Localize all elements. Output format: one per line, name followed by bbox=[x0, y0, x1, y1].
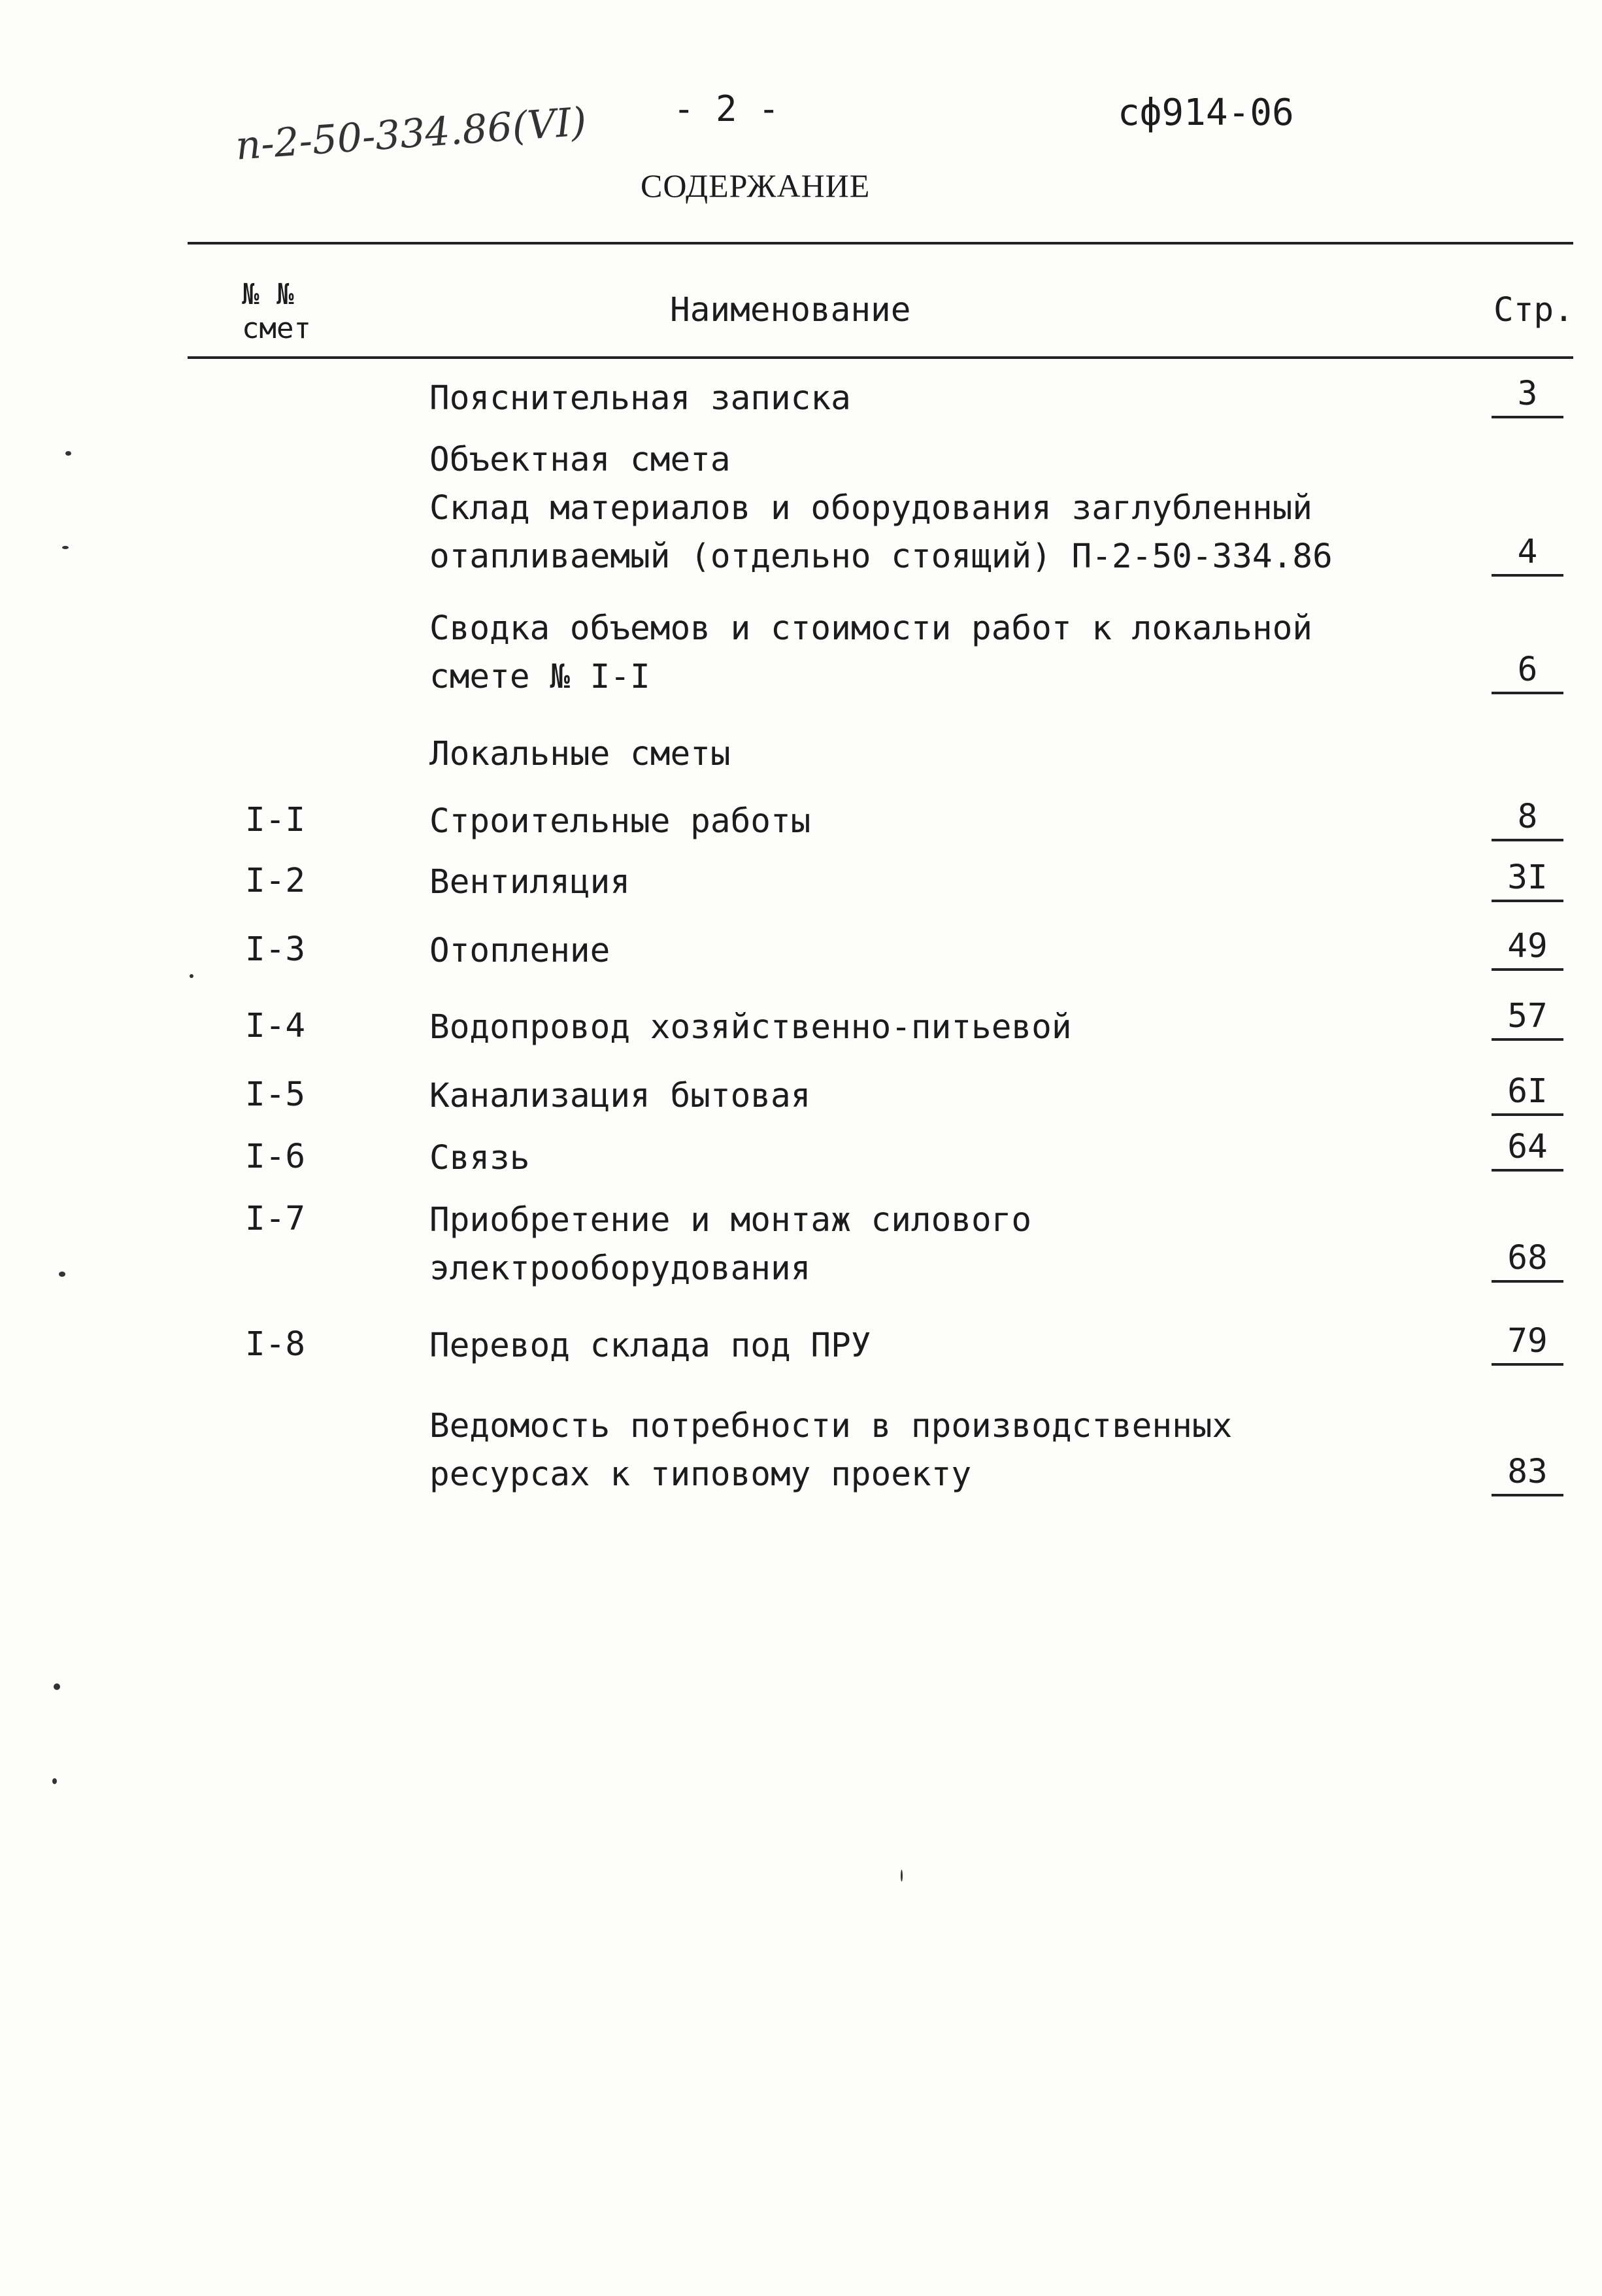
handwritten-reference: п-2-50-334.86(VI) bbox=[234, 99, 588, 169]
entry-10-number: I-7 bbox=[245, 1200, 306, 1238]
entry-5-name: Вентиляция bbox=[429, 863, 631, 902]
scan-speck bbox=[54, 1683, 60, 1690]
entry-8-number: I-5 bbox=[245, 1075, 306, 1114]
entry-6-page: 49 bbox=[1492, 927, 1563, 971]
entry-4-number: I-I bbox=[245, 801, 306, 839]
table-header-rule bbox=[188, 356, 1573, 359]
entry-9-page: 64 bbox=[1492, 1128, 1563, 1172]
entry-2-page: 6 bbox=[1492, 650, 1563, 694]
entry-12-page: 83 bbox=[1492, 1453, 1563, 1496]
entry-9-name: Связь bbox=[429, 1139, 530, 1177]
entry-1-page: 4 bbox=[1492, 533, 1563, 577]
entry-8-name: Канализация бытовая bbox=[429, 1077, 811, 1115]
entry-5-page: 3I bbox=[1492, 858, 1563, 902]
column-header-page: Стр. bbox=[1494, 291, 1574, 329]
entry-11-page: 79 bbox=[1492, 1322, 1563, 1366]
entry-2-name: Сводка объемов и стоимости работ к локальной смете № I-I bbox=[429, 609, 1313, 696]
entry-3-name: Локальные сметы bbox=[429, 735, 731, 773]
scan-speck bbox=[65, 451, 71, 456]
page-title: СОДЕРЖАНИЕ bbox=[641, 167, 871, 204]
entry-4-name: Строительные работы bbox=[429, 802, 811, 841]
table-top-rule bbox=[188, 242, 1573, 245]
scan-speck bbox=[190, 974, 193, 978]
entry-5-number: I-2 bbox=[245, 862, 306, 900]
entry-11-name: Перевод склада под ПРУ bbox=[429, 1326, 871, 1365]
entry-0-page: 3 bbox=[1492, 375, 1563, 418]
scan-speck bbox=[901, 1870, 903, 1882]
entry-10-page: 68 bbox=[1492, 1239, 1563, 1283]
entry-11-number: I-8 bbox=[245, 1325, 306, 1364]
document-code: сф914-06 bbox=[1118, 92, 1294, 134]
entry-8-page: 6I bbox=[1492, 1072, 1563, 1116]
column-header-name: Наименование bbox=[670, 291, 911, 329]
entry-7-name: Водопровод хозяйственно-питьевой bbox=[429, 1008, 1072, 1047]
entry-10-name: Приобретение и монтаж силового электрооборудования bbox=[429, 1201, 1032, 1288]
page-number: - 2 - bbox=[673, 88, 780, 129]
entry-12-name: Ведомость потребности в производственных ресурсах к типовому проекту bbox=[429, 1407, 1233, 1494]
scan-speck bbox=[62, 546, 69, 549]
entry-9-number: I-6 bbox=[245, 1138, 306, 1176]
scan-speck bbox=[59, 1272, 65, 1277]
entry-0-name: Пояснительная записка bbox=[429, 379, 851, 418]
entry-7-page: 57 bbox=[1492, 997, 1563, 1041]
entry-4-page: 8 bbox=[1492, 798, 1563, 841]
entry-6-name: Отопление bbox=[429, 932, 610, 970]
entry-1-name: Объектная смета Склад материалов и оборудования заглубленный отапливаемый (отдельно стоящий) П-2-50-334.86 bbox=[429, 441, 1333, 576]
scan-speck bbox=[52, 1778, 57, 1784]
entry-7-number: I-4 bbox=[245, 1007, 306, 1045]
entry-6-number: I-3 bbox=[245, 930, 306, 969]
column-header-number: № № смет bbox=[242, 278, 311, 345]
